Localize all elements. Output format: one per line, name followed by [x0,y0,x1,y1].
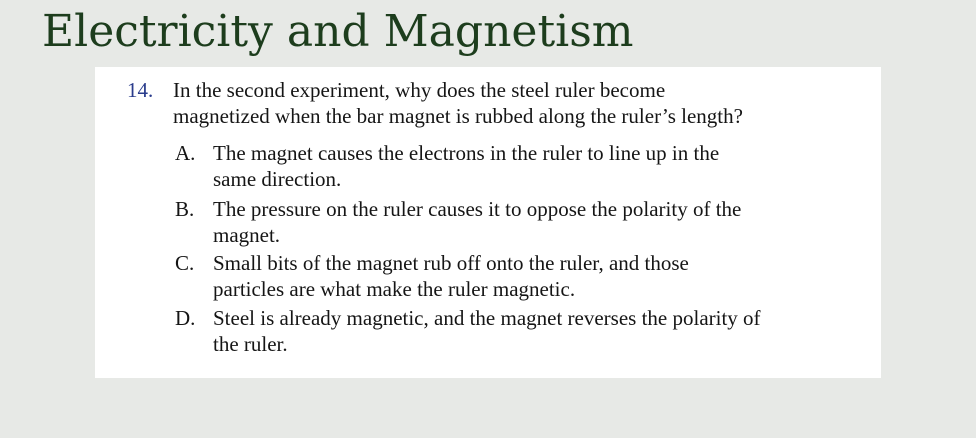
choice-d-line-1: Steel is already magnetic, and the magnet reverses the polarity of [213,306,761,330]
question-stem [173,77,873,129]
question-stem-line-2: magnetized when the bar magnet is rubbed along the ruler’s length? [173,104,743,128]
choice-letter-b: B. [175,197,195,221]
choice-letter-c: C. [175,251,195,275]
choice-text-a [213,140,853,192]
question-card [95,67,881,378]
choice-letter-a: A. [175,141,196,165]
choice-d-line-2: the ruler. [213,332,288,356]
choice-letter-d: D. [175,306,196,330]
choice-a-line-2: same direction. [213,167,342,191]
choice-c-line-1: Small bits of the magnet rub off onto the ruler, and those [213,251,689,275]
choice-text-b [213,196,853,248]
slide-title: Electricity and Magnetism [42,6,634,57]
choice-text-c [213,250,853,302]
choice-b-line-1: The pressure on the ruler causes it to oppose the polarity of the [213,197,742,221]
choice-a-line-1: The magnet causes the electrons in the ruler to line up in the [213,141,720,165]
question-number: 14. [127,78,154,102]
choice-b-line-2: magnet. [213,223,281,247]
question-stem-line-1: In the second experiment, why does the steel ruler become [173,78,666,102]
choice-c-line-2: particles are what make the ruler magnetic. [213,277,576,301]
choice-text-d [213,305,853,357]
